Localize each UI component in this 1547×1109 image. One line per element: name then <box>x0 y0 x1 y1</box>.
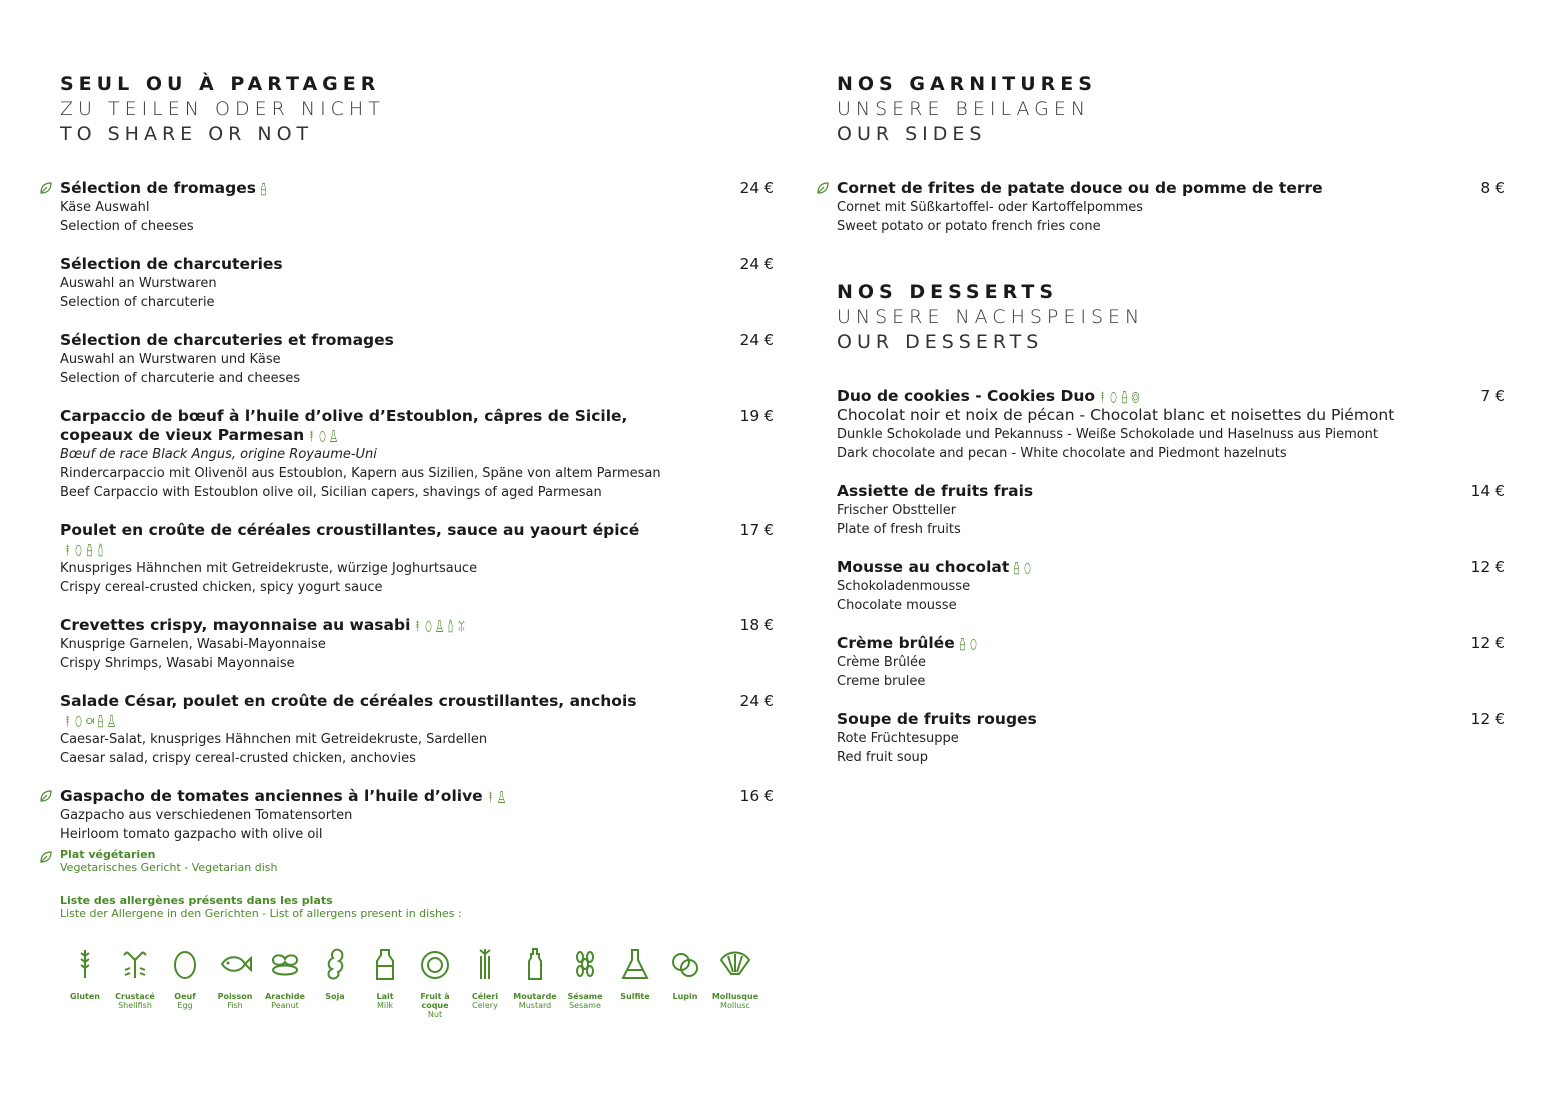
item-price: 18 € <box>739 616 774 634</box>
allergen-sulfite <box>610 946 660 1019</box>
allergen-label-fr: Sésame <box>567 992 603 1001</box>
egg-icon <box>1109 390 1118 404</box>
item-price: 19 € <box>739 407 774 425</box>
egg-icon <box>318 429 327 443</box>
item-translation: Auswahl an Wurstwaren und Käse <box>60 352 281 367</box>
item-translation: Dark chocolate and pecan - White chocolate and Piedmont hazelnuts <box>837 446 1287 461</box>
allergen-icon-grid <box>60 946 760 1019</box>
allergen-lupin <box>660 946 710 1019</box>
gluten-icon <box>68 946 102 982</box>
milk-icon <box>958 637 967 651</box>
allergen-label-fr: Lupin <box>672 992 698 1001</box>
item-name: Sélection de fromages <box>60 179 256 197</box>
allergen-legend-title: Liste des allergènes présents dans les plats <box>60 894 333 907</box>
allergen-label-fr: Céleri <box>471 992 499 1001</box>
egg-icon <box>424 619 433 633</box>
item-translation: Knusprige Garnelen, Wasabi-Mayonnaise <box>60 637 326 652</box>
sulfite-icon <box>435 619 444 633</box>
item-name: Mousse au chocolat <box>837 558 1010 576</box>
item-translation: Knuspriges Hähnchen mit Getreidekruste, würzige Joghurtsauce <box>60 561 478 576</box>
allergen-icons <box>63 543 105 557</box>
gluten-icon <box>1098 390 1107 404</box>
vegetarian-leaf-icon <box>816 181 830 195</box>
allergen-label-fr: Poisson <box>217 992 253 1001</box>
item-translation: Sweet potato or potato french fries cone <box>837 219 1101 234</box>
allergen-label-fr: Fruit à coque <box>420 992 450 1010</box>
item-name: Soupe de fruits rouges <box>837 710 1037 728</box>
sulfite-icon <box>107 714 116 728</box>
milk-icon <box>1120 390 1129 404</box>
mustard-icon <box>446 619 455 633</box>
allergen-gluten <box>60 946 110 1019</box>
vegetarian-legend <box>60 848 780 874</box>
gluten-icon <box>63 543 72 557</box>
item-translation: Caesar salad, crispy cereal-crusted chicken, anchovies <box>60 751 416 766</box>
allergen-mustard <box>510 946 560 1019</box>
menu-item <box>837 634 1505 691</box>
crustacean-icon <box>457 619 466 633</box>
allergen-label-en: Peanut <box>271 1001 299 1010</box>
allergen-label-fr: Mollusque <box>711 992 759 1001</box>
item-name: Sélection de charcuteries <box>60 255 283 273</box>
gluten-icon <box>307 429 316 443</box>
allergen-label-fr: Crustacé <box>115 992 155 1001</box>
nut-icon <box>1131 390 1140 404</box>
soy-icon <box>318 946 352 982</box>
allergen-soy <box>310 946 360 1019</box>
item-translation: Auswahl an Wurstwaren <box>60 276 217 291</box>
item-price: 24 € <box>739 179 774 197</box>
milk-icon <box>1012 561 1021 575</box>
allergen-icons <box>259 182 268 196</box>
allergen-label-en: Egg <box>177 1001 193 1010</box>
sides-item-list <box>837 179 1505 236</box>
right-column <box>837 72 1505 786</box>
item-price: 12 € <box>1470 634 1505 652</box>
leaf-icon <box>39 850 53 864</box>
allergen-fish <box>210 946 260 1019</box>
menu-item <box>837 482 1505 539</box>
allergen-label-en: Nut <box>427 1010 443 1019</box>
allergen-icons <box>413 619 466 633</box>
milk-icon <box>96 714 105 728</box>
allergen-label-fr: Arachide <box>265 992 305 1001</box>
allergen-label-en: Fish <box>227 1001 243 1010</box>
allergen-icons <box>63 714 116 728</box>
allergen-icons <box>307 429 338 443</box>
menu-item <box>837 710 1505 767</box>
allergen-egg <box>160 946 210 1019</box>
item-price: 12 € <box>1470 558 1505 576</box>
item-name: Carpaccio de bœuf à l’huile d’olive d’Estoublon, câpres de Sicile, copeaux de vieux Parmesan <box>60 407 628 444</box>
sulfite-icon <box>329 429 338 443</box>
allergen-peanut <box>260 946 310 1019</box>
item-price: 12 € <box>1470 710 1505 728</box>
egg-icon <box>74 714 83 728</box>
sides-section-title: NOS GARNITURES UNSERE BEILAGEN OUR SIDES <box>837 73 1097 145</box>
gluten-icon <box>413 619 422 633</box>
item-translation: Creme brulee <box>837 674 926 689</box>
allergen-label-fr: Oeuf <box>174 992 196 1001</box>
vegetarian-leaf-icon <box>39 789 53 803</box>
item-name: Salade César, poulet en croûte de céréales croustillantes, anchois <box>60 692 637 710</box>
allergen-label-fr: Lait <box>376 992 394 1001</box>
allergen-label-en: Sesame <box>569 1001 601 1010</box>
allergen-label-en: Mollusc <box>720 1001 750 1010</box>
item-translation: Selection of cheeses <box>60 219 194 234</box>
allergen-icons <box>958 637 978 651</box>
item-translation: Chocolate mousse <box>837 598 957 613</box>
allergen-icons <box>1012 561 1032 575</box>
mollusc-icon <box>718 946 752 982</box>
allergen-icons <box>486 790 506 804</box>
item-price: 24 € <box>739 255 774 273</box>
celery-icon <box>468 946 502 982</box>
sulfite-icon <box>497 790 506 804</box>
item-translation: Cornet mit Süßkartoffel- oder Kartoffelpommes <box>837 200 1144 215</box>
fish-icon <box>218 946 252 982</box>
fish-icon <box>85 714 94 728</box>
dessert-item-list <box>837 387 1505 767</box>
allergen-icons <box>1098 390 1140 404</box>
item-description: Chocolat noir et noix de pécan - Chocolat blanc et noisettes du Piémont <box>837 406 1395 424</box>
milk-icon <box>259 182 268 196</box>
item-origin: Bœuf de race Black Angus, origine Royaume-Uni <box>60 447 377 462</box>
allergen-label-fr: Soja <box>325 992 345 1001</box>
allergen-legend <box>60 894 780 920</box>
menu-item <box>60 179 774 236</box>
menu-item <box>60 616 774 673</box>
peanut-icon <box>268 946 302 982</box>
share-item-list <box>60 179 774 844</box>
item-name: Crème brûlée <box>837 634 955 652</box>
item-translation: Dunkle Schokolade und Pekannuss - Weiße Schokolade und Haselnuss aus Piemont <box>837 427 1379 442</box>
egg-icon <box>969 637 978 651</box>
item-translation: Red fruit soup <box>837 750 929 765</box>
menu-item <box>60 692 774 768</box>
item-translation: Schokoladenmousse <box>837 579 971 594</box>
allergen-sesame <box>560 946 610 1019</box>
allergen-milk <box>360 946 410 1019</box>
vegetarian-leaf-icon <box>39 181 53 195</box>
mustard-icon <box>518 946 552 982</box>
crustacean-icon <box>118 946 152 982</box>
menu-item <box>60 331 774 388</box>
item-translation: Crème Brûlée <box>837 655 927 670</box>
allergen-legend-subtitle: Liste der Allergene in den Gerichten - List of allergens present in dishes : <box>60 907 462 920</box>
allergen-crustacean <box>110 946 160 1019</box>
item-name: Duo de cookies - Cookies Duo <box>837 387 1095 405</box>
item-price: 8 € <box>1480 179 1505 197</box>
item-price: 16 € <box>739 787 774 805</box>
share-section-title: SEUL OU À PARTAGER ZU TEILEN ODER NICHT TO SHARE OR NOT <box>60 73 385 145</box>
item-translation: Rote Früchtesuppe <box>837 731 959 746</box>
desserts-section-title: NOS DESSERTS UNSERE NACHSPEISEN OUR DESSERTS <box>837 281 1145 353</box>
egg-icon <box>168 946 202 982</box>
menu-item <box>837 387 1505 463</box>
item-price: 17 € <box>739 521 774 539</box>
item-price: 24 € <box>739 692 774 710</box>
egg-icon <box>1023 561 1032 575</box>
allergen-label-en: Mustard <box>518 1001 552 1010</box>
milk-icon <box>368 946 402 982</box>
menu-item <box>60 787 774 844</box>
left-column <box>60 72 774 863</box>
item-translation: Selection of charcuterie <box>60 295 215 310</box>
allergen-mollusc <box>710 946 760 1019</box>
milk-icon <box>85 543 94 557</box>
item-translation: Caesar-Salat, knuspriges Hähnchen mit Getreidekruste, Sardellen <box>60 732 488 747</box>
menu-item <box>60 407 774 502</box>
nut-icon <box>418 946 452 982</box>
item-translation: Heirloom tomato gazpacho with olive oil <box>60 827 323 842</box>
item-translation: Gazpacho aus verschiedenen Tomatensorten <box>60 808 353 823</box>
menu-item <box>837 558 1505 615</box>
item-name: Gaspacho de tomates anciennes à l’huile d’olive <box>60 787 483 805</box>
vegetarian-legend-subtitle: Vegetarisches Gericht - Vegetarian dish <box>60 861 278 874</box>
egg-icon <box>74 543 83 557</box>
item-translation: Crispy Shrimps, Wasabi Mayonnaise <box>60 656 295 671</box>
menu-item <box>60 255 774 312</box>
lupin-icon <box>668 946 702 982</box>
allergen-label-en: Shellfish <box>118 1001 152 1010</box>
allergen-label-fr: Moutarde <box>513 992 557 1001</box>
gluten-icon <box>486 790 495 804</box>
vegetarian-legend-title: Plat végétarien <box>60 848 156 861</box>
item-price: 14 € <box>1470 482 1505 500</box>
allergen-label-fr: Gluten <box>70 992 100 1001</box>
mustard-icon <box>96 543 105 557</box>
item-name: Cornet de frites de patate douce ou de pomme de terre <box>837 179 1323 197</box>
sesame-icon <box>568 946 602 982</box>
allergen-label-fr: Sulfite <box>620 992 650 1001</box>
item-price: 24 € <box>739 331 774 349</box>
allergen-label-en: Celery <box>472 1001 498 1010</box>
item-translation: Käse Auswahl <box>60 200 150 215</box>
item-name: Crevettes crispy, mayonnaise au wasabi <box>60 616 411 634</box>
legend <box>60 848 780 940</box>
allergen-label-en: Milk <box>377 1001 393 1010</box>
sulfite-icon <box>618 946 652 982</box>
gluten-icon <box>63 714 72 728</box>
item-name: Assiette de fruits frais <box>837 482 1034 500</box>
item-translation: Frischer Obstteller <box>837 503 957 518</box>
item-name: Poulet en croûte de céréales croustillantes, sauce au yaourt épicé <box>60 521 640 539</box>
menu-item <box>837 179 1505 236</box>
allergen-celery <box>460 946 510 1019</box>
item-translation: Beef Carpaccio with Estoublon olive oil, Sicilian capers, shavings of aged Parmesan <box>60 485 602 500</box>
item-translation: Crispy cereal-crusted chicken, spicy yogurt sauce <box>60 580 383 595</box>
menu-item <box>60 521 774 597</box>
item-translation: Plate of fresh fruits <box>837 522 961 537</box>
item-translation: Selection of charcuterie and cheeses <box>60 371 301 386</box>
item-price: 7 € <box>1480 387 1505 405</box>
item-translation: Rindercarpaccio mit Olivenöl aus Estoublon, Kapern aus Sizilien, Späne von altem Parmesan <box>60 466 661 481</box>
item-name: Sélection de charcuteries et fromages <box>60 331 394 349</box>
allergen-nut <box>410 946 460 1019</box>
